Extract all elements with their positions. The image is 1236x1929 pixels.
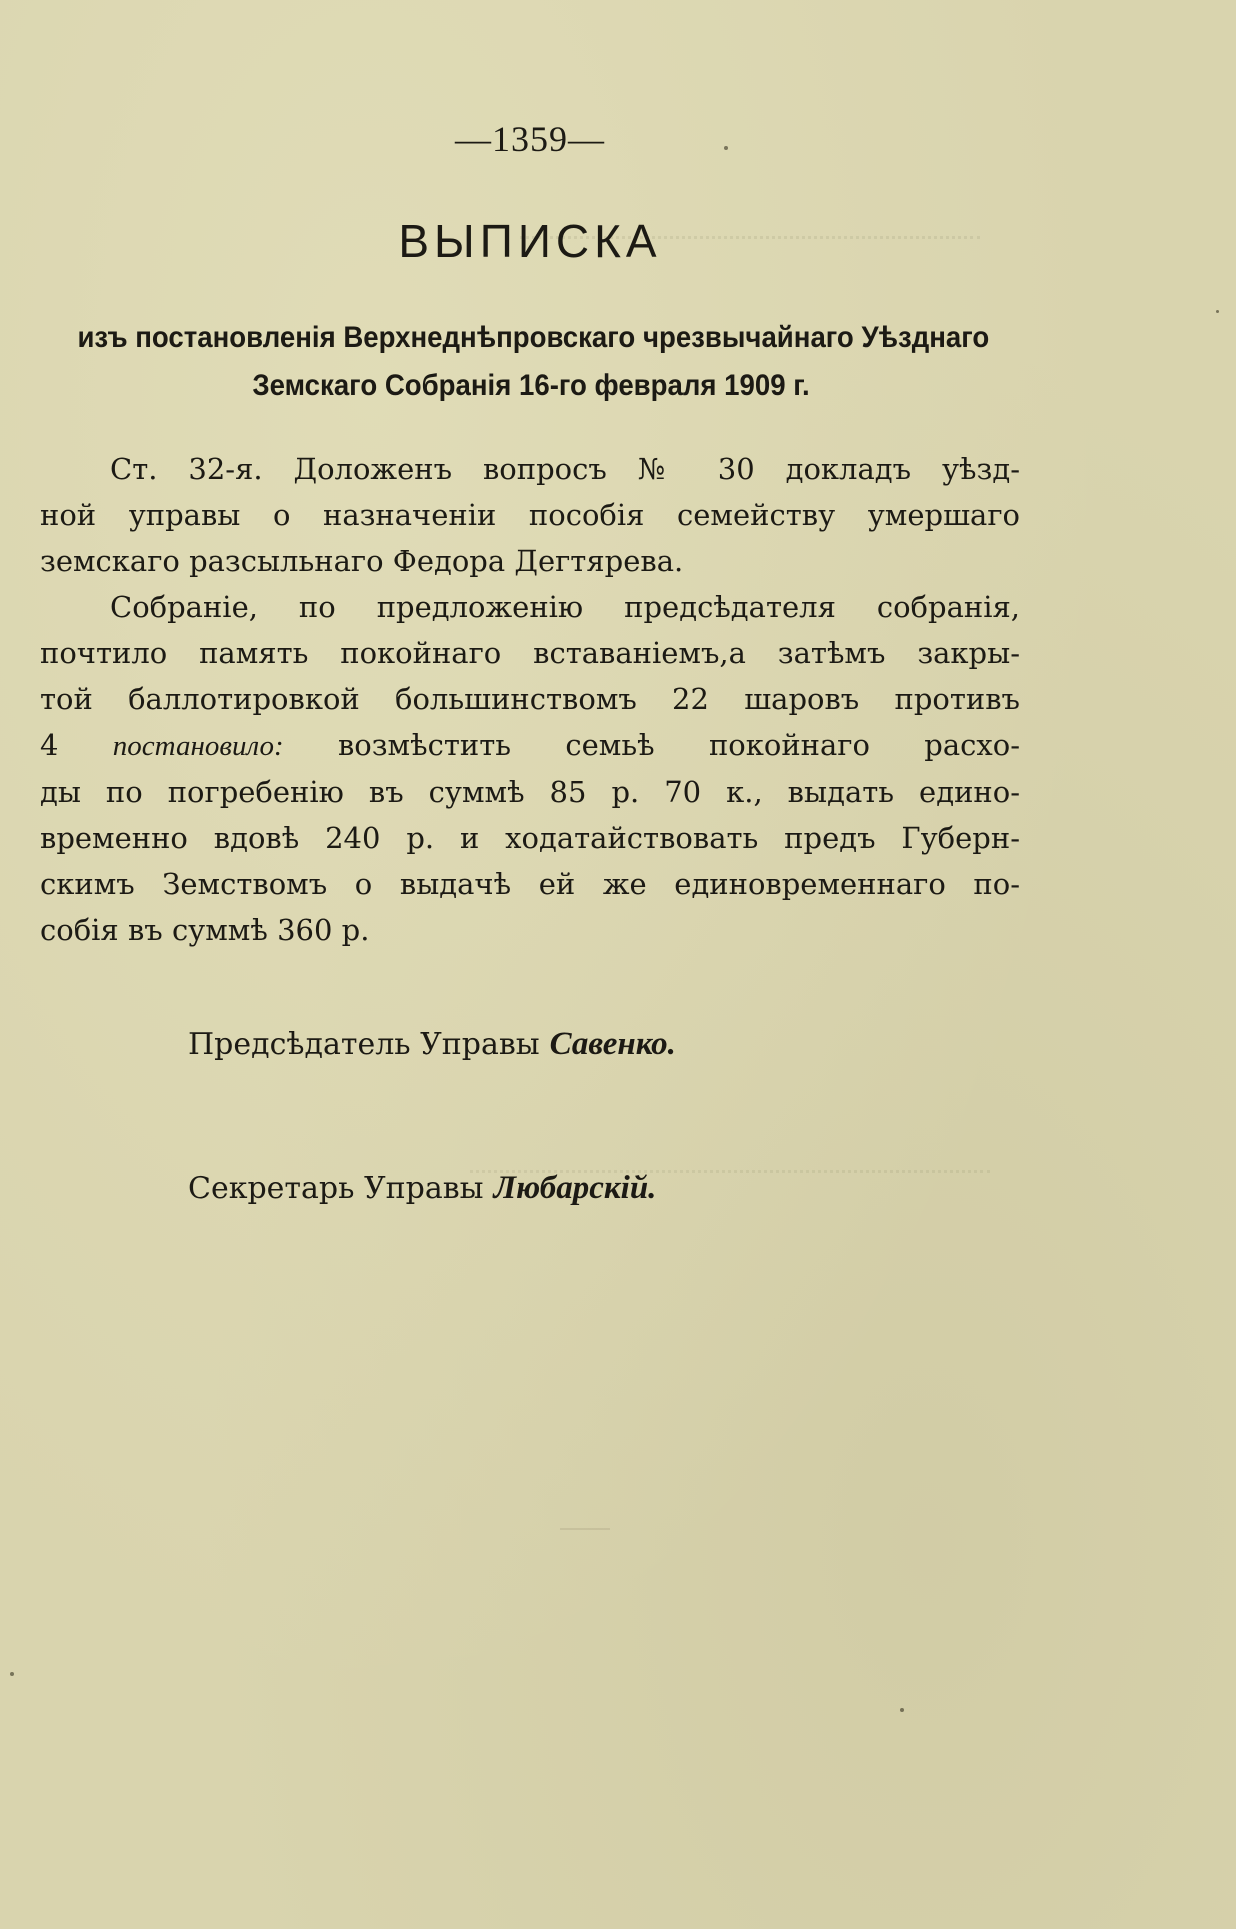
bleed-through: [560, 1528, 610, 1530]
paragraph2-line: Собраніе, по предложенію предсѣдателя собранія,: [110, 590, 1020, 624]
secretary-name: Любарскій.: [493, 1170, 657, 1206]
paragraph2-line: скимъ Земствомъ о выдачѣ ей же единовременнаго по-: [40, 867, 1020, 901]
secretary-label: Секретарь Управы: [188, 1171, 484, 1206]
paragraph2-line: той баллотировкой большинствомъ 22 шаровъ противъ: [40, 682, 1020, 716]
secretary-signature: [188, 1170, 656, 1207]
dust-speck: [724, 146, 728, 150]
chairman-name: Савенко.: [549, 1026, 676, 1062]
paragraph2-line: собія въ суммѣ 360 р.: [40, 913, 370, 947]
dust-speck: [1216, 310, 1219, 313]
subtitle-line: изъ постановленія Верхнеднѣпровскаго чрезвычайнаго Уѣзднаго: [77, 321, 990, 354]
paragraph1-line: Ст. 32-я. Доложенъ вопросъ № 30 докладъ уѣзд-: [110, 452, 1020, 486]
paragraph1-line: земскаго разсыльнаго Федора Дегтярева.: [40, 544, 684, 578]
line-start: 4: [40, 728, 113, 762]
document-subtitle: [77, 314, 990, 410]
resolution-word: постановило:: [112, 730, 284, 762]
page-number: —1359—: [455, 119, 605, 159]
document-title: ВЫПИСКА: [398, 215, 662, 267]
line-end: возмѣстить семьѣ покойнаго расхо-: [283, 728, 1020, 762]
paragraph2-line: ды по погребенію въ суммѣ 85 р. 70 к., выдать едино-: [40, 775, 1020, 809]
dust-speck: [900, 1708, 904, 1712]
subtitle-line: Земскаго Собранія 16-го февраля 1909 г.: [252, 369, 810, 402]
body-text: [40, 446, 1020, 953]
chairman-signature: [188, 1026, 676, 1063]
dust-speck: [10, 1672, 14, 1676]
paragraph2-line: временно вдовѣ 240 р. и ходатайствовать предъ Губерн-: [40, 821, 1020, 855]
paragraph2-line: [40, 722, 1020, 769]
paragraph1-line: ной управы о назначеніи пособія семейству умершаго: [40, 498, 1020, 532]
paragraph2-line: почтило память покойнаго вставаніемъ,а затѣмъ закры-: [40, 636, 1020, 670]
chairman-label: Предсѣдатель Управы: [188, 1027, 540, 1062]
